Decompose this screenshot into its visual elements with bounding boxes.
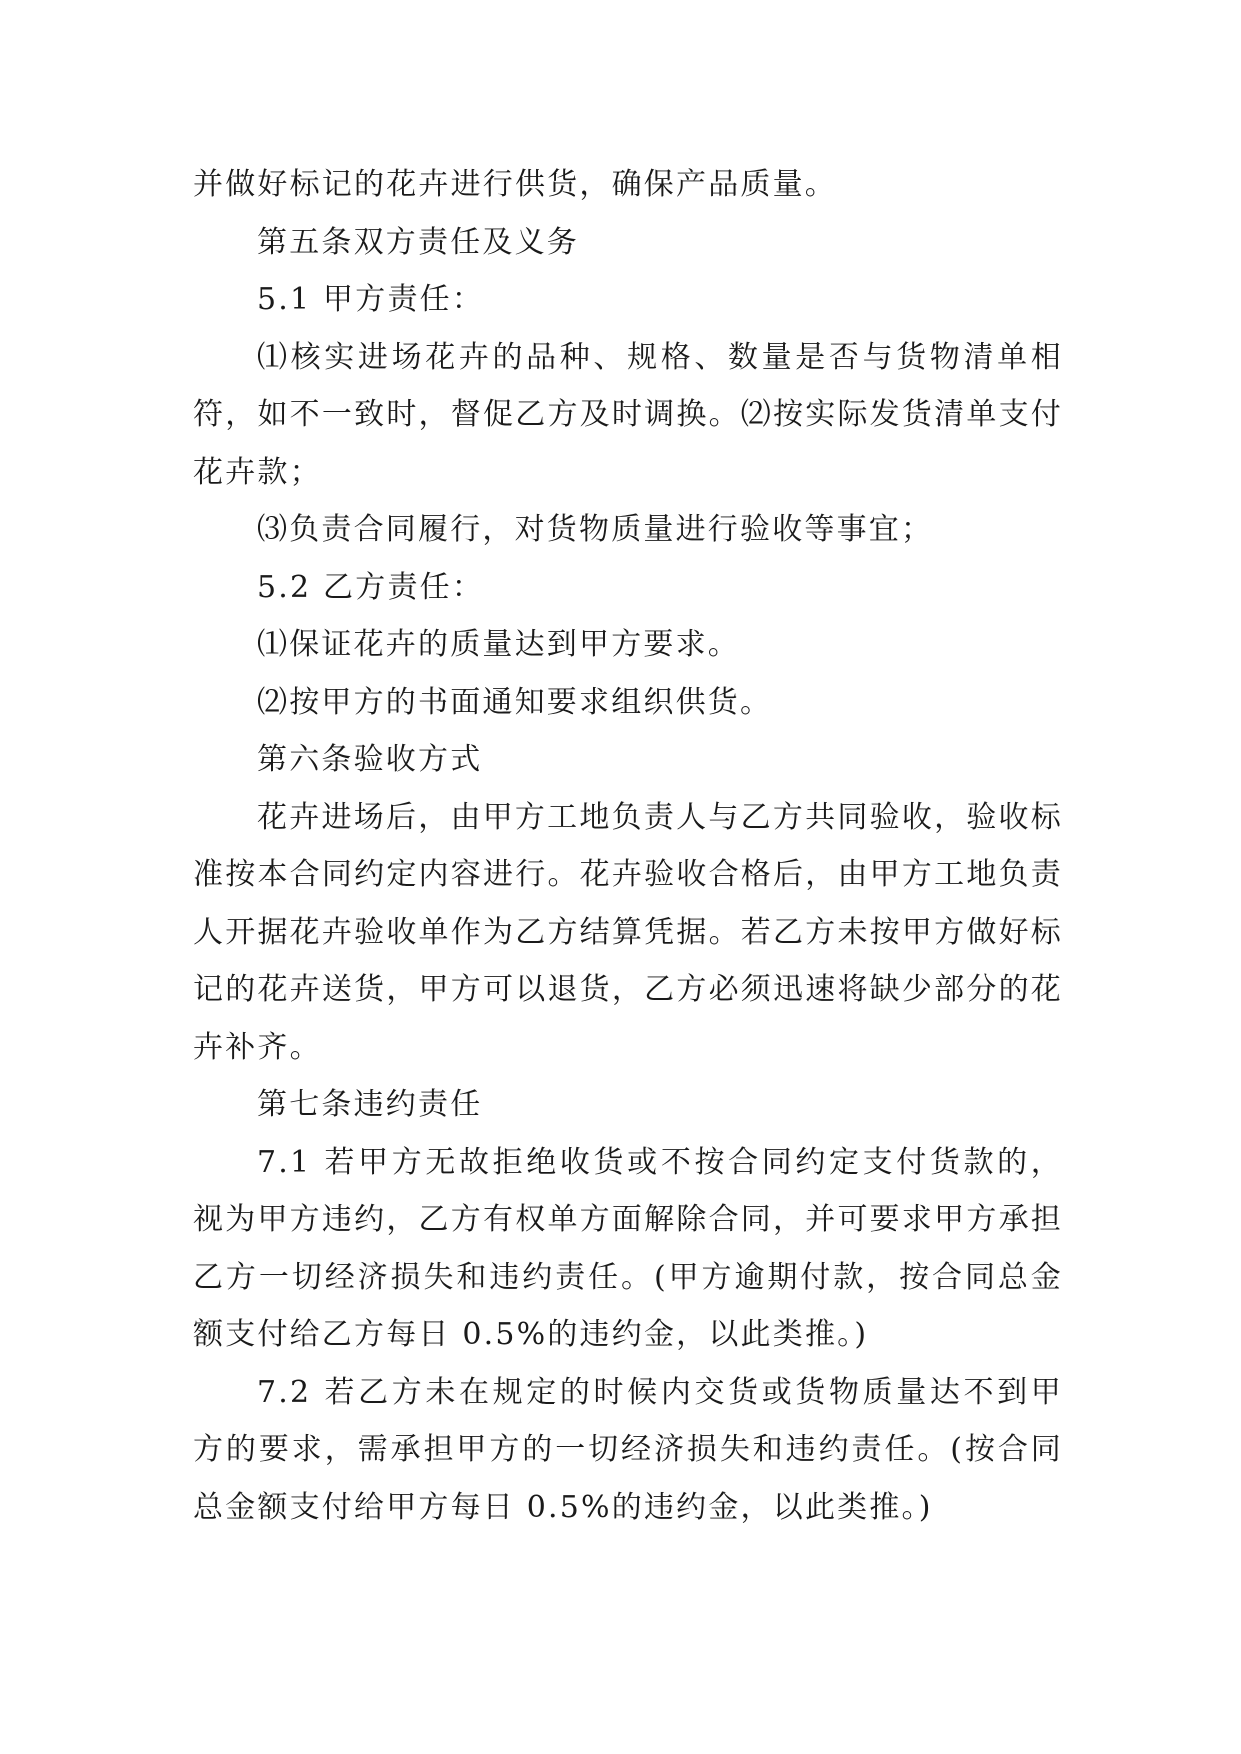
clause-5-2-item-2: ⑵按甲方的书面通知要求组织供货。 xyxy=(257,684,773,720)
clause-5-2-item-1: ⑴保证花卉的质量达到甲方要求。 xyxy=(257,627,740,662)
clause-5-2-heading: 5.2 乙方责任： xyxy=(257,569,485,605)
article-6-heading: 第六条验收方式 xyxy=(257,742,483,777)
document-page xyxy=(193,156,1063,1536)
article-5-heading: 第五条双方责任及义务 xyxy=(257,224,579,260)
clause-7-1: 7.1 若甲方无故拒绝收货或不按合同约定支付货款的，视为甲方违约，乙方有权单方面解除合同，并可要求甲方承担乙方一切经济损失和违约责任。(甲方逾期付款，按合同总金额支付给乙方每日 0.5%的违约金，以此类推。) xyxy=(193,1144,1063,1352)
article-7-heading: 第七条违约责任 xyxy=(257,1087,483,1122)
article-6-body: 花卉进场后，由甲方工地负责人与乙方共同验收，验收标准按本合同约定内容进行。花卉验收合格后，由甲方工地负责人开据花卉验收单作为乙方结算凭据。若乙方未按甲方做好标记的花卉送货，甲方可以退货，乙方必须迅速将缺少部分的花卉补齐。 xyxy=(193,799,1063,1065)
paragraph-continuation: 并做好标记的花卉进行供货，确保产品质量。 xyxy=(193,167,837,202)
clause-5-1-items-1-2: ⑴核实进场花卉的品种、规格、数量是否与货物清单相符，如不一致时，督促乙方及时调换。⑵按实际发货清单支付花卉款； xyxy=(193,339,1063,490)
clause-7-2: 7.2 若乙方未在规定的时候内交货或货物质量达不到甲方的要求，需承担甲方的一切经济损失和违约责任。(按合同总金额支付给甲方每日 0.5%的违约金，以此类推。) xyxy=(193,1374,1063,1525)
clause-5-1-item-3: ⑶负责合同履行，对货物质量进行验收等事宜； xyxy=(257,512,934,547)
clause-5-1-heading: 5.1 甲方责任： xyxy=(257,282,485,317)
